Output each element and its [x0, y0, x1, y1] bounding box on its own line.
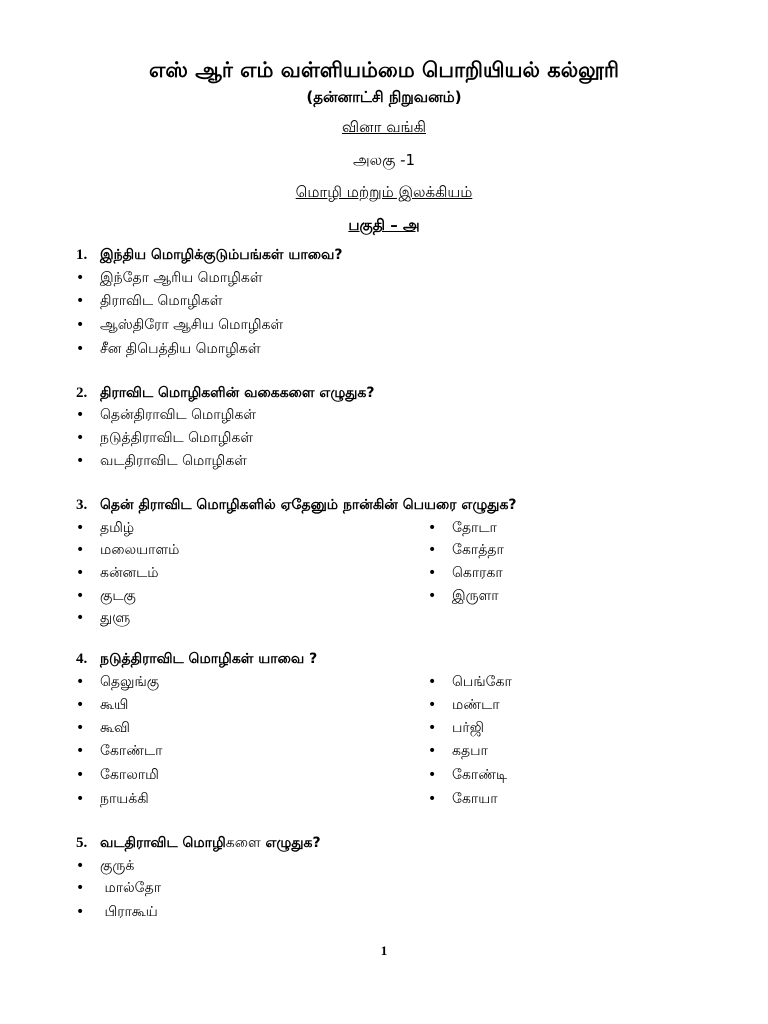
- bullet-icon: •: [76, 430, 85, 446]
- question-text: வடதிராவிட மொழி: [100, 835, 226, 851]
- bullet-icon: •: [76, 767, 85, 783]
- bullet-icon: •: [428, 720, 437, 736]
- list-item: • கோண்டா: [76, 743, 163, 759]
- question-text: திராவிட மொழிகளின் வகைகளை எழுதுக?: [100, 385, 375, 401]
- list-item: • குருக்: [76, 858, 135, 874]
- bullet-icon: •: [76, 588, 85, 604]
- bullet-icon: •: [76, 453, 85, 469]
- question-bank-heading: வினா வங்கி: [341, 118, 426, 136]
- bullet-icon: •: [76, 542, 85, 558]
- list-item: • கூவி: [76, 720, 130, 736]
- bullet-icon: •: [76, 565, 85, 581]
- institution-status: (தன்னாட்சி நிறுவனம்): [306, 88, 462, 106]
- list-item: • கோயா: [428, 791, 498, 807]
- bullet-icon: •: [428, 520, 437, 536]
- bullet-icon: •: [76, 880, 85, 896]
- question-text: இந்திய மொழிக்குடும்பங்கள் யாவை?: [100, 247, 343, 263]
- list-item: • மால்தோ: [76, 880, 162, 896]
- bullet-icon: •: [76, 293, 85, 309]
- list-item: • கூயி: [76, 697, 129, 713]
- bullet-icon: •: [76, 317, 85, 333]
- list-item: • கதபா: [428, 743, 488, 759]
- bullet-icon: •: [76, 674, 85, 690]
- question-number: 2.: [76, 385, 88, 401]
- list-item: • குடகு: [76, 588, 136, 604]
- question-number: 3.: [76, 497, 88, 513]
- list-item: • பிராகூய்: [76, 904, 158, 920]
- list-item: • தென்திராவிட மொழிகள்: [76, 407, 256, 423]
- bullet-icon: •: [76, 407, 85, 423]
- bullet-icon: •: [76, 697, 85, 713]
- list-item: • கோலாமி: [76, 767, 159, 783]
- list-item: • இருளா: [428, 588, 499, 604]
- bullet-icon: •: [76, 520, 85, 536]
- list-item: • தமிழ்: [76, 520, 135, 536]
- question-number: 4.: [76, 651, 88, 667]
- bullet-icon: •: [428, 542, 437, 558]
- question-2: [76, 385, 375, 403]
- question-text-normal: களை: [225, 835, 261, 851]
- bullet-icon: •: [76, 904, 85, 920]
- list-item: • வடதிராவிட மொழிகள்: [76, 453, 247, 469]
- bullet-icon: •: [76, 858, 85, 874]
- college-name: எஸ் ஆர் எம் வள்ளியம்மை பொறியியல் கல்லூரி: [149, 58, 619, 82]
- page-number: 1: [380, 943, 388, 958]
- question-text-end: எழுதுக?: [260, 835, 321, 851]
- bullet-icon: •: [76, 610, 85, 626]
- question-4: [76, 651, 317, 669]
- question-5: [76, 835, 321, 853]
- question-text: தென் திராவிட மொழிகளில் ஏதேனும் நான்கின் பெயரை எழுதுக?: [100, 497, 517, 513]
- bullet-icon: •: [76, 743, 85, 759]
- list-item: • தோடா: [428, 520, 497, 536]
- list-item: • கோத்தா: [428, 542, 504, 558]
- bullet-icon: •: [76, 720, 85, 736]
- bullet-icon: •: [76, 791, 85, 807]
- list-item: • பர்ஜி: [428, 720, 484, 736]
- topic-heading: மொழி மற்றும் இலக்கியம்: [295, 183, 473, 201]
- unit-heading: அலகு -1: [352, 151, 416, 169]
- bullet-icon: •: [428, 565, 437, 581]
- bullet-icon: •: [76, 270, 85, 286]
- question-number: 5.: [76, 835, 88, 851]
- list-item: • திராவிட மொழிகள்: [76, 293, 223, 309]
- bullet-icon: •: [428, 767, 437, 783]
- list-item: • மண்டா: [428, 697, 500, 713]
- list-item: • மலையாளம்: [76, 542, 180, 558]
- bullet-icon: •: [428, 588, 437, 604]
- list-item: • சீன திபெத்திய மொழிகள்: [76, 341, 261, 357]
- list-item: • கொரகா: [428, 565, 503, 581]
- question-3: [76, 497, 517, 515]
- bullet-icon: •: [428, 674, 437, 690]
- list-item: • தெலுங்கு: [76, 674, 160, 690]
- list-item: • கோண்டி: [428, 767, 508, 783]
- list-item: • ஆஸ்திரோ ஆசிய மொழிகள்: [76, 317, 284, 333]
- question-number: 1.: [76, 247, 88, 263]
- list-item: • இந்தோ ஆரிய மொழிகள்: [76, 270, 263, 286]
- list-item: • துளு: [76, 610, 131, 626]
- bullet-icon: •: [76, 341, 85, 357]
- list-item: • பெங்கோ: [428, 674, 512, 690]
- bullet-icon: •: [428, 697, 437, 713]
- bullet-icon: •: [428, 743, 437, 759]
- part-heading: பகுதி – அ: [348, 216, 420, 234]
- bullet-icon: •: [428, 791, 437, 807]
- question-1: [76, 247, 343, 265]
- question-text: நடுத்திராவிட மொழிகள் யாவை ?: [100, 651, 318, 667]
- list-item: • கன்னடம்: [76, 565, 159, 581]
- list-item: • நடுத்திராவிட மொழிகள்: [76, 430, 253, 446]
- list-item: • நாயக்கி: [76, 791, 149, 807]
